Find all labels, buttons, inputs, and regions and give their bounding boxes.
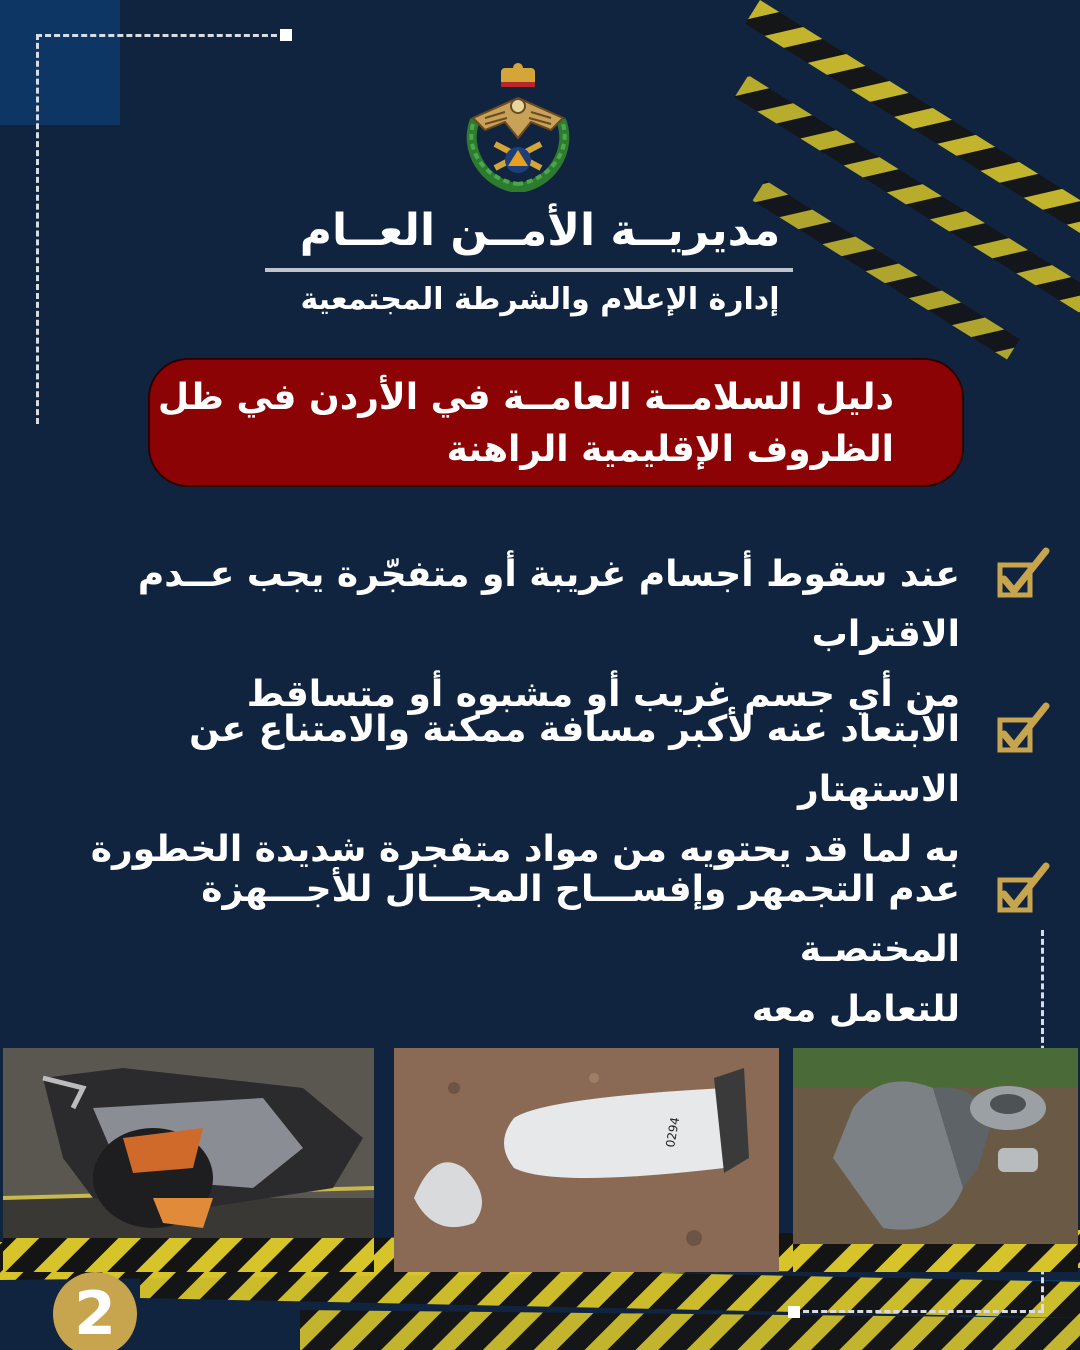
dashed-frame-left [36,34,39,424]
safety-tip [50,700,1050,870]
tip-text [30,545,960,725]
public-security-emblem-icon [455,60,581,192]
tip-line-2: للتعامل معه [751,989,960,1030]
tip-line-1: عند سقوط أجسام غريبة أو متفجّرة يجب عــدم الاقتراب [137,554,960,655]
tip-text [30,700,960,880]
tip-text [30,860,960,1040]
tip-line-1: عدم التجمهر وإفســـاح المجـــال للأجـــهزة المختصـة [201,869,960,970]
checkmark-icon [986,702,1050,758]
safety-tip [50,545,1050,715]
dashed-frame-bottom [794,1310,1044,1313]
tape-top-right [668,0,1080,386]
headline-line-1: دليل السلامــة العامــة في الأردن في ظل [157,377,894,418]
org-divider [265,268,793,272]
checkmark-icon [986,547,1050,603]
frame-dot-top [280,29,292,41]
frame-dot-bottom [788,1306,800,1318]
checkmark-icon [986,862,1050,918]
tip-line-2: به لما قد يحتويه من مواد متفجرة شديدة الخطورة [90,829,960,870]
headline-text [154,372,894,476]
tip-line-2: من أي جسم غريب أو مشبوه أو متساقط [246,674,960,715]
tip-line-1: الابتعاد عنه لأكبر مسافة ممكنة والامتناع عن الاستهتار [189,709,960,810]
org-department: إدارة الإعلام والشرطة المجتمعية [300,282,780,317]
org-name: مديريــة الأمــن العــام [299,205,781,256]
safety-tip [50,860,1050,1030]
photo-white-shell [394,1048,779,1272]
photo-wreckage [3,1048,374,1272]
headline-banner [148,358,964,487]
headline-line-2: الظروف الإقليمية الراهنة [446,429,894,470]
dashed-frame-top [36,34,286,37]
page-number-badge: 2 [53,1272,137,1350]
shell-marking: 0294 [663,1116,683,1149]
photo-gray-shell [793,1048,1078,1272]
